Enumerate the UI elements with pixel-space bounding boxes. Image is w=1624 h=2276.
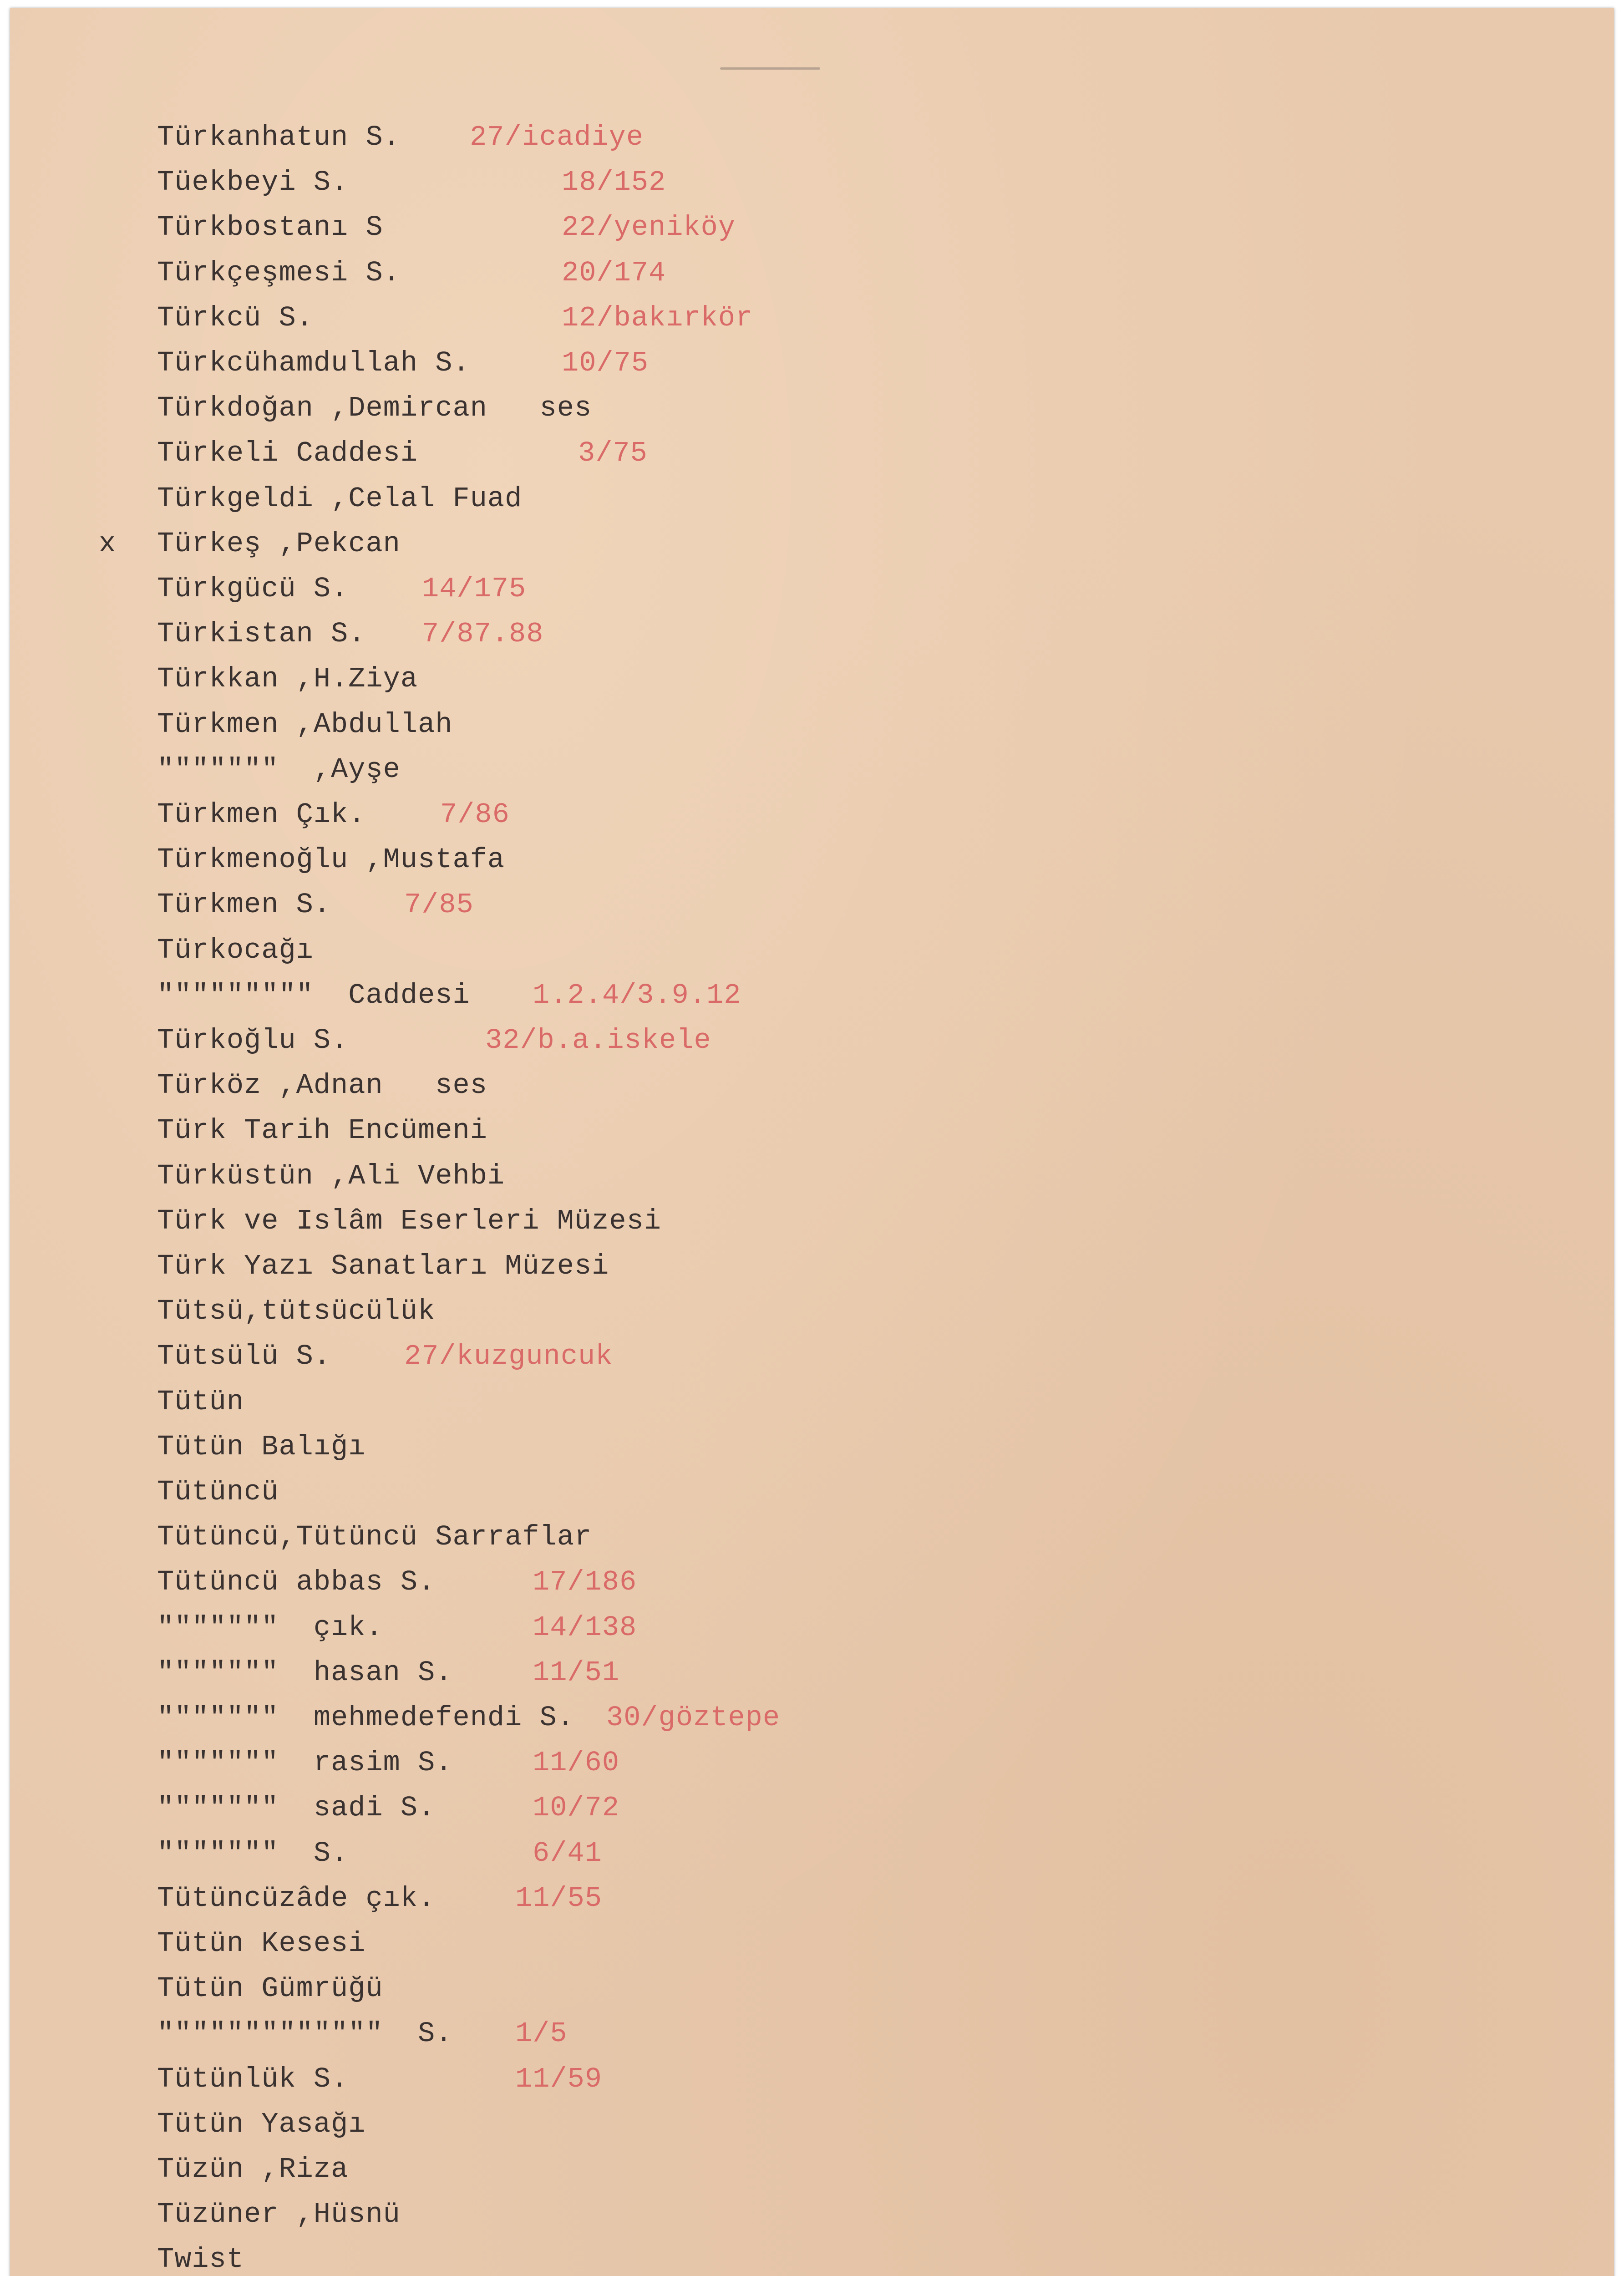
entry-text: Türkbostanı S (157, 211, 383, 244)
entry-text: Tüzün ,Riza (157, 2153, 349, 2185)
entry-text: Türkeş ,Pekcan (157, 528, 401, 560)
entry-text: """"""" ,Ayşe (157, 753, 401, 786)
entry-text: Tüzüner ,Hüsnü (157, 2198, 401, 2230)
typed-page (10, 8, 1614, 2276)
entry-text: Türkgücü S. (157, 573, 349, 605)
entry-ref: 14/138 (533, 1611, 637, 1644)
entry-text: Tütün Kesesi (157, 1927, 366, 1960)
entry-text: """"""" mehmedefendi S. (157, 1702, 574, 1734)
entry-text: Türkoğlu S. (157, 1024, 349, 1057)
entry-ref: 18/152 (562, 166, 666, 198)
row-mark: x (99, 528, 117, 560)
entry-ref: 12/bakırkör (562, 302, 753, 334)
entry-text: Türkgeldi ,Celal Fuad (157, 483, 523, 515)
entry-text: Türkçeşmesi S. (157, 257, 401, 289)
entry-text: Türkmen Çık. (157, 798, 366, 831)
entry-ref: 30/göztepe (606, 1702, 781, 1734)
entry-ref: 10/72 (533, 1792, 620, 1824)
entry-text: """"""" sadi S. (157, 1792, 436, 1824)
entry-text: """"""""" Caddesi (157, 979, 470, 1011)
entry-text: Türk Yazı Sanatları Müzesi (157, 1250, 609, 1282)
entry-text: """"""" rasim S. (157, 1747, 453, 1779)
paper-scuff-mark (720, 67, 820, 70)
entry-ref: 27/icadiye (470, 121, 644, 153)
entry-ref: 1/5 (515, 2017, 568, 2050)
entry-ref: 20/174 (562, 257, 666, 289)
entry-text: Türkanhatun S. (157, 121, 401, 153)
entry-text: Tütüncü (157, 1476, 279, 1508)
entry-text: Tütünlük S. (157, 2063, 349, 2095)
entry-text: Türküstün ,Ali Vehbi (157, 1160, 505, 1192)
entry-text: Türkeli Caddesi (157, 437, 418, 469)
entry-text: Türkkan ,H.Ziya (157, 663, 418, 695)
entry-text: Türkmen S. (157, 889, 331, 921)
entry-ref: 11/55 (515, 1882, 603, 1915)
entry-text: """"""" çık. (157, 1611, 383, 1644)
entry-ref: 22/yeniköy (562, 211, 736, 244)
entry-ref: 14/175 (422, 573, 527, 605)
entry-text: """"""""""""" S. (157, 2017, 453, 2050)
entry-ref: 27/kuzguncuk (404, 1340, 613, 1372)
entry-ref: 10/75 (562, 347, 649, 379)
entry-text: Türkdoğan ,Demircan ses (157, 392, 592, 424)
entry-ref: 7/86 (440, 798, 510, 831)
entry-text: Türk Tarih Encümeni (157, 1114, 487, 1147)
entry-text: Tütün Gümrüğü (157, 1972, 383, 2005)
entry-text: Tütün (157, 1386, 244, 1418)
entry-ref: 7/85 (404, 889, 474, 921)
entry-text: """"""" hasan S. (157, 1656, 453, 1689)
entry-text: Türkistan S. (157, 618, 366, 650)
entry-text: Türköz ,Adnan ses (157, 1069, 487, 1102)
entry-ref: 11/60 (533, 1747, 620, 1779)
entry-text: Twist (157, 2243, 244, 2276)
entry-ref: 32/b.a.iskele (485, 1024, 711, 1057)
entry-text: Türkmen ,Abdullah (157, 708, 453, 741)
entry-text: Tütüncü abbas S. (157, 1566, 436, 1598)
entry-text: Türkcü S. (157, 302, 314, 334)
entry-text: Tütüncüzâde çık. (157, 1882, 436, 1915)
entry-text: Tütsülü S. (157, 1340, 331, 1372)
entry-text: Tüekbeyi S. (157, 166, 349, 198)
entry-text: """"""" S. (157, 1837, 349, 1870)
entry-text: Tütsü,tütsücülük (157, 1295, 436, 1327)
entry-ref: 17/186 (533, 1566, 637, 1598)
entry-ref: 1.2.4/3.9.12 (533, 979, 741, 1011)
entry-ref: 3/75 (578, 437, 648, 469)
entry-text: Türkcühamdullah S. (157, 347, 470, 379)
entry-ref: 7/87.88 (422, 618, 544, 650)
entry-text: Tütüncü,Tütüncü Sarraflar (157, 1521, 592, 1553)
entry-ref: 6/41 (533, 1837, 602, 1870)
entry-ref: 11/59 (515, 2063, 603, 2095)
entry-text: Türkmenoğlu ,Mustafa (157, 843, 505, 876)
entry-text: Tütün Balığı (157, 1431, 366, 1463)
entry-text: Tütün Yasağı (157, 2108, 366, 2140)
entry-ref: 11/51 (533, 1656, 620, 1689)
entry-text: Türk ve Islâm Eserleri Müzesi (157, 1205, 661, 1237)
entry-text: Türkocağı (157, 934, 314, 966)
